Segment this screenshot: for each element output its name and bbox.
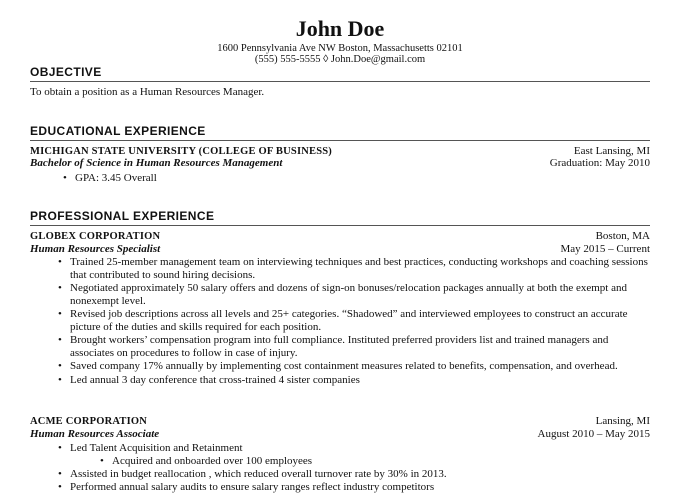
- bullet-icon: •: [58, 334, 62, 346]
- list-item: • Assisted in budget reallocation , which reduced overall turnover rate by 30% in 2013.: [58, 468, 447, 480]
- list-item: • Acquired and onboarded over 100 employees: [100, 455, 313, 467]
- contact-email[interactable]: John.Doe@gmail.com: [330, 54, 426, 65]
- job-title: Human Resources Specialist: [30, 243, 161, 255]
- job-company-row: [30, 230, 650, 243]
- separator-icon: ◊: [323, 54, 329, 65]
- objective-heading: OBJECTIVE: [30, 65, 650, 82]
- degree-name: Bachelor of Science in Human Resources Management: [30, 157, 283, 169]
- bullet-icon: •: [58, 468, 62, 480]
- experience-heading: PROFESSIONAL EXPERIENCE: [30, 209, 650, 226]
- contact-phone: (555) 555-5555: [254, 54, 321, 65]
- bullet-icon: •: [58, 256, 62, 268]
- school-location: East Lansing, MI: [573, 145, 650, 157]
- job-dates: August 2010 – May 2015: [537, 428, 650, 440]
- list-item: • Revised job descriptions across all levels and 25+ categories. “Shadowed” and interviewed employees to construct an accurate picture of the duties and skills required for each position.: [58, 308, 628, 333]
- list-item: • Trained 25-member management team on interviewing techniques and best practices, conducting workshops and coaching sessions that contributed to sound hiring decisions.: [58, 256, 648, 281]
- list-item: • Performed annual salary audits to ensure salary ranges reflect industry competitors: [58, 481, 435, 493]
- list-item: • Led annual 3 day conference that cross-trained 4 sister companies: [58, 374, 360, 386]
- contact-address: 1600 Pennsylvania Ave NW Boston, Massachusetts 02101: [217, 43, 463, 54]
- job-dates: May 2015 – Current: [560, 243, 650, 255]
- bullet-icon: •: [58, 442, 62, 454]
- list-item: • Saved company 17% annually by implementing cost containment measures related to benefits, compensation, and overhead.: [58, 360, 618, 372]
- bullet-icon: •: [58, 481, 62, 493]
- job-location: Boston, MA: [595, 230, 650, 242]
- bullet-icon: •: [58, 308, 62, 320]
- objective-text: To obtain a position as a Human Resources Manager.: [30, 86, 265, 98]
- job-title-row: [30, 243, 650, 256]
- job-title: Human Resources Associate: [30, 428, 160, 440]
- bullet-icon: •: [100, 455, 104, 467]
- education-degree-row: [30, 157, 650, 170]
- job-company: GLOBEX CORPORATION: [30, 231, 161, 242]
- job-title-row: [30, 428, 650, 441]
- list-item: • Led Talent Acquisition and Retainment: [58, 442, 243, 454]
- education-heading: EDUCATIONAL EXPERIENCE: [30, 124, 650, 141]
- list-item: • GPA: 3.45 Overall: [63, 172, 157, 184]
- bullet-icon: •: [58, 282, 62, 294]
- graduation-date: Graduation: May 2010: [549, 157, 650, 169]
- job-company: ACME CORPORATION: [30, 416, 148, 427]
- bullet-icon: •: [63, 172, 67, 184]
- list-item: • Negotiated approximately 50 salary offers and dozens of sign-on bonuses/relocation packages annually at both the exempt and nonexempt level.: [58, 282, 627, 307]
- job-company-row: [30, 415, 650, 428]
- bullet-icon: •: [58, 374, 62, 386]
- bullet-icon: •: [58, 360, 62, 372]
- candidate-name: John Doe: [295, 16, 385, 41]
- list-item: • Brought workers’ compensation program into full compliance. Instituted preferred providers list and trained managers and associates on procedures to follow in case of injury.: [58, 334, 609, 359]
- school-name: MICHIGAN STATE UNIVERSITY (COLLEGE OF BUSINESS): [30, 146, 333, 157]
- job-location: Lansing, MI: [595, 415, 650, 427]
